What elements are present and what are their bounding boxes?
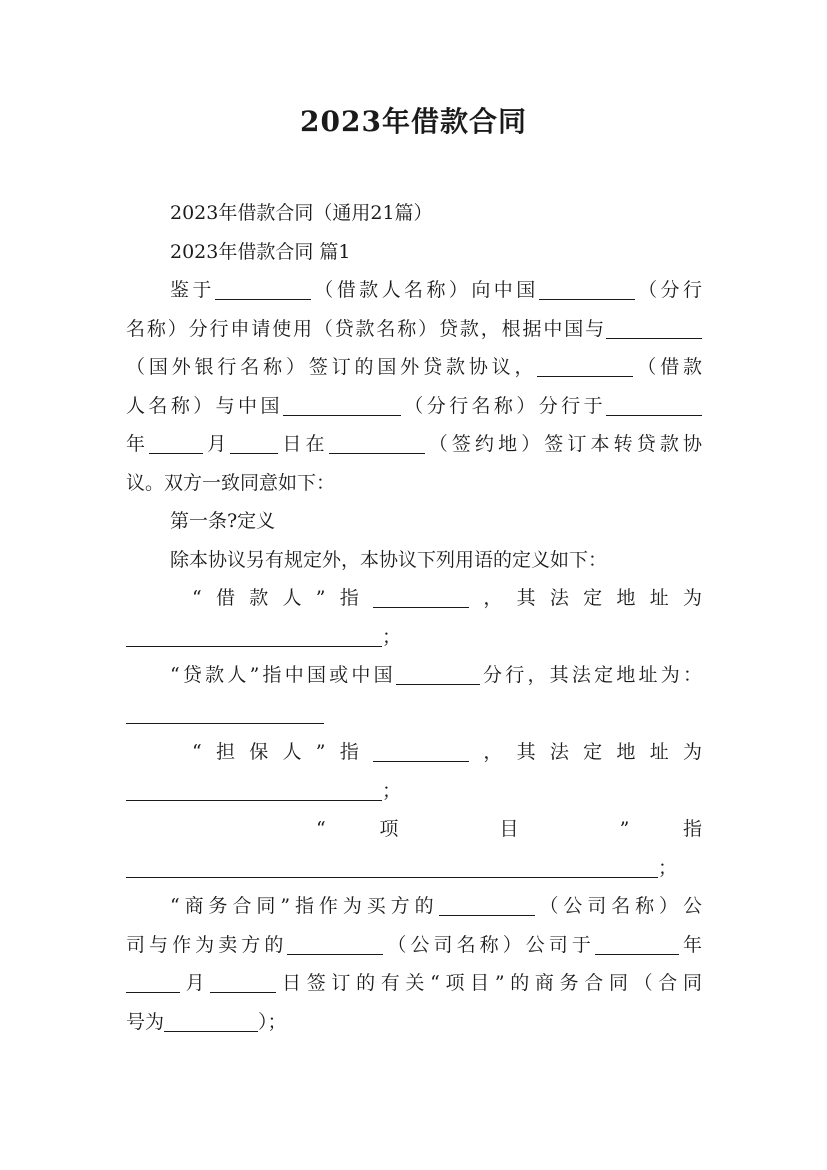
definition-text: “ [316, 818, 326, 840]
preamble-line-4 [126, 387, 702, 426]
preamble-text: 名称）分行申请使用（贷款名称）贷款，根据中国与 [126, 317, 606, 340]
definition-lender-line-2 [126, 695, 702, 734]
preamble-text: （分行 [634, 279, 702, 301]
preamble-text: （国外银行名称）签订的国外贷款协议， [126, 356, 538, 378]
section-heading-text: 2023年借款合同 篇1 [170, 240, 351, 263]
subtitle-text: 2023年借款合同（通用21篇） [170, 202, 433, 224]
definition-text: “担保人”指 [192, 741, 374, 763]
definition-text: “商务合同”指作为买方的 [170, 895, 439, 917]
preamble-text: （借款 [633, 356, 702, 378]
preamble-text: 鉴于 [170, 279, 215, 301]
definition-text: 目 [499, 818, 567, 840]
blank-field [126, 699, 324, 724]
preamble-text: （签约地）签订本转贷款协 [424, 433, 702, 455]
definition-text: “借款人”指 [192, 587, 374, 609]
preamble-line-3 [126, 348, 702, 387]
article-1-heading [126, 502, 702, 541]
definition-text: “贷款人”指中国或中国 [170, 664, 396, 686]
definition-text: ” [619, 818, 630, 840]
preamble-line-2 [126, 310, 702, 349]
definition-contract-line-1 [126, 887, 702, 926]
definition-guarantor-line-2 [126, 772, 702, 811]
article-1-intro [126, 541, 702, 580]
definition-text: 日签订的有关“项目”的商务合同（合同 [276, 972, 702, 994]
section-heading [126, 233, 702, 272]
blank-field [126, 968, 180, 993]
definition-text: ，其法定地址为 [469, 587, 702, 609]
definition-text: 号为 [126, 1010, 165, 1033]
preamble-line-6 [126, 464, 702, 503]
definition-text: 指 [683, 818, 703, 840]
preamble-text: （分行名称）分行于 [400, 394, 606, 417]
definition-contract-line-2 [126, 926, 702, 965]
definition-text: ）； [258, 1010, 287, 1033]
definition-text: （公司名称）公 [534, 895, 702, 917]
preamble-text: （借款人名称）向中国 [310, 279, 539, 301]
blank-field [329, 429, 425, 454]
blank-field [439, 891, 535, 916]
blank-field [606, 314, 702, 339]
definition-text: ，其法定地址为 [469, 741, 702, 763]
definition-text: ； [658, 856, 678, 879]
blank-field [126, 776, 382, 801]
definition-project-line-2 [126, 849, 702, 888]
definition-guarantor-line-1 [126, 733, 702, 772]
blank-field [373, 583, 469, 608]
definition-borrower-line-1 [126, 579, 702, 618]
blank-field [539, 275, 635, 300]
preamble-line-5 [126, 425, 702, 464]
preamble-text: 议。双方一致同意如下： [126, 471, 336, 494]
definition-text: （公司名称）公司于 [383, 933, 595, 956]
preamble-text: 日在 [278, 433, 329, 455]
definition-text: 月 [180, 972, 211, 994]
blank-field [283, 391, 401, 416]
definition-text: 年 [678, 933, 702, 956]
blank-field [537, 352, 633, 377]
blank-field [396, 660, 480, 685]
definition-text: 分行，其法定地址为： [479, 664, 702, 686]
blank-field [210, 968, 276, 993]
definition-text: ； [382, 779, 402, 802]
preamble-text: 月 [203, 433, 231, 455]
blank-field [373, 737, 469, 762]
definition-lender-line-1 [126, 656, 702, 695]
blank-field [126, 853, 658, 878]
blank-field [287, 930, 383, 955]
article-heading-text: 第一条?定义 [170, 510, 276, 532]
definition-text: 司与作为卖方的 [126, 933, 288, 956]
document-body [126, 194, 702, 1041]
blank-field [606, 391, 702, 416]
preamble-text: 人名称）与中国 [126, 394, 283, 417]
blank-field [164, 1007, 258, 1032]
blank-field [230, 429, 278, 454]
preamble-line-1 [126, 271, 702, 310]
definition-contract-line-4 [126, 1003, 702, 1042]
definition-contract-line-3 [126, 964, 702, 1003]
definition-text: 项 [379, 818, 446, 840]
document-subtitle [126, 194, 702, 233]
definition-text: ； [382, 625, 402, 648]
document-title: 2023年借款合同 [300, 105, 527, 138]
definition-borrower-line-2 [126, 618, 702, 657]
preamble-text: 年 [126, 433, 150, 455]
blank-field [149, 429, 203, 454]
blank-field [595, 930, 679, 955]
blank-field [215, 275, 311, 300]
blank-field [126, 622, 382, 647]
definition-project-line-1 [126, 810, 702, 849]
article-intro-text: 除本协议另有规定外，本协议下列用语的定义如下： [170, 548, 608, 571]
